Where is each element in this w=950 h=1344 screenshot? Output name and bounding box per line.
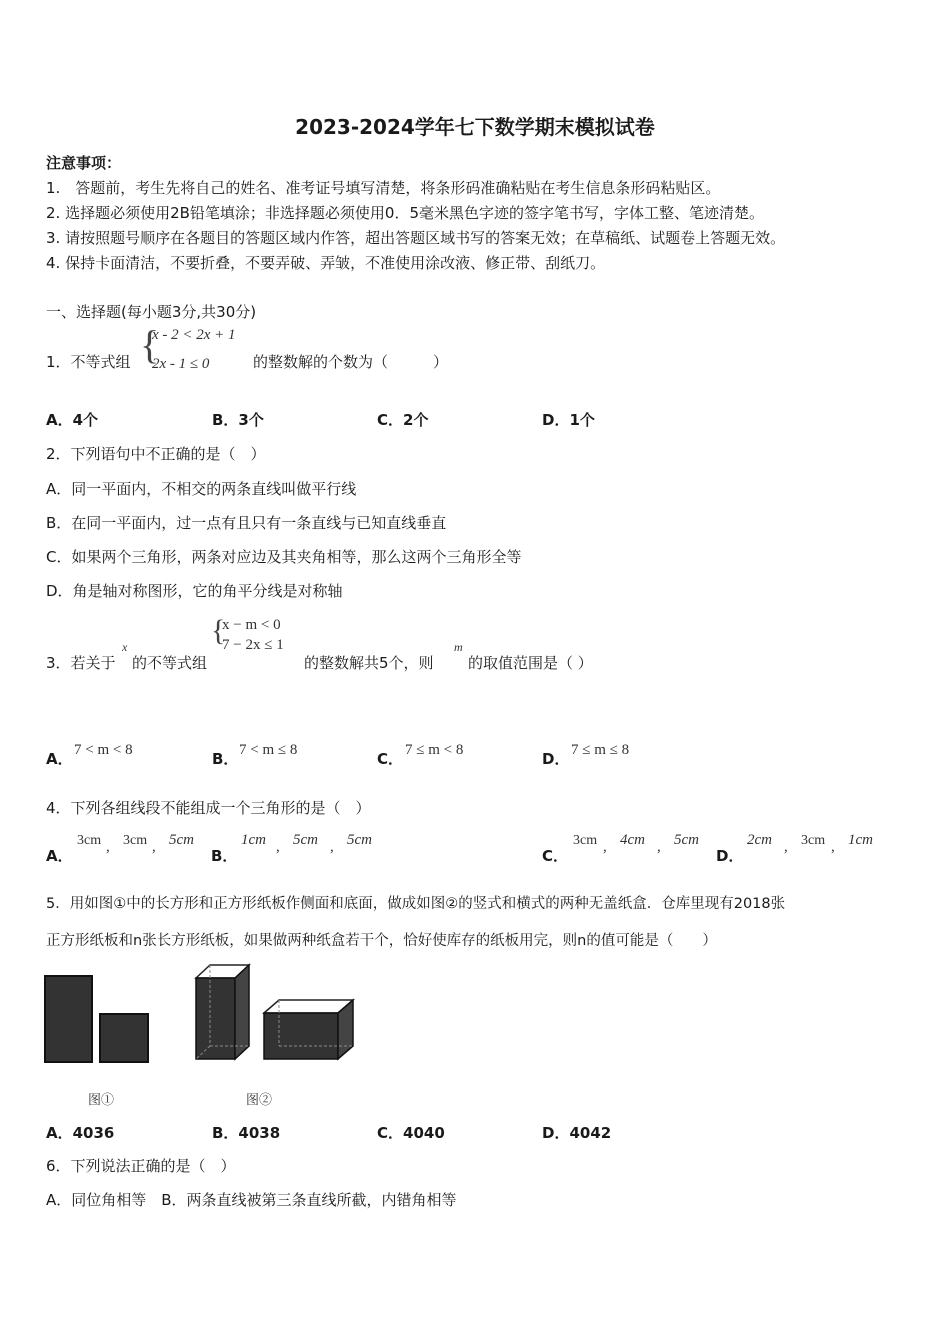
q4-c-2: 4cm — [620, 832, 645, 848]
q4-c-3: 5cm — [674, 832, 699, 848]
q3-var-m: m — [454, 640, 463, 654]
horizontal-box — [264, 1000, 353, 1059]
q3-var-x: x — [122, 640, 128, 654]
q3-option-d[interactable]: 7 ≤ m ≤ 8 — [571, 742, 630, 758]
q4-a-1: 3cm — [77, 833, 102, 848]
q3-label-d[interactable]: D． — [542, 750, 570, 768]
notice-item-2: 2. 选择题必须使用2B铅笔填涂；非选择题必须使用0．5毫米黑色字迹的签字笔书写，字体工整、笔迹清楚。 — [46, 204, 765, 222]
q1-brace: { — [140, 322, 160, 367]
q2-option-d[interactable]: D．角是轴对称图形，它的角平分线是对称轴 — [46, 582, 343, 600]
q4-b-sep1: , — [276, 839, 280, 855]
q4-d-1: 2cm — [747, 832, 772, 848]
q2-option-a[interactable]: A．同一平面内，不相交的两条直线叫做平行线 — [46, 480, 357, 498]
q5-line2: 正方形纸板和n张长方形纸板，如果做两种纸盒若干个，恰好使库存的纸板用完，则n的值可能是（ ） — [46, 933, 717, 949]
q3-label-a[interactable]: A． — [46, 750, 73, 768]
q2-stem: 2．下列语句中不正确的是（ ） — [46, 445, 266, 463]
q4-a-sep2: , — [152, 839, 156, 855]
q3-line1: x − m < 0 — [222, 617, 281, 633]
figure-2-boxes — [193, 962, 355, 1066]
q2-option-c[interactable]: C．如果两个三角形，两条对应边及其夹角相等，那么这两个三角形全等 — [46, 548, 522, 566]
q1-suffix: 的整数解的个数为（ ） — [253, 353, 449, 371]
q5-option-b[interactable]: B．4038 — [212, 1124, 281, 1142]
page-title: 2023-2024学年七下数学期末模拟试卷 — [295, 115, 655, 139]
q4-d-sep1: , — [784, 839, 788, 855]
q4-a-sep1: , — [106, 839, 110, 855]
q3-mid2: 的整数解共5个，则 — [304, 654, 434, 672]
notice-heading: 注意事项： — [46, 154, 122, 172]
q1-prefix: 1．不等式组 — [46, 353, 131, 371]
q3-option-c[interactable]: 7 ≤ m < 8 — [405, 742, 464, 758]
q3-prefix: 3．若关于 — [46, 654, 116, 672]
q3-brace: { — [211, 614, 226, 647]
vertical-box — [196, 965, 249, 1059]
q4-d-sep2: , — [831, 839, 835, 855]
q4-label-c[interactable]: C． — [542, 847, 569, 865]
q4-d-2: 3cm — [801, 833, 826, 848]
q4-label-d[interactable]: D． — [716, 847, 744, 865]
q4-stem: 4．下列各组线段不能组成一个三角形的是（ ） — [46, 799, 371, 817]
q4-c-sep2: , — [657, 839, 661, 855]
q1-option-b[interactable]: B．3个 — [212, 411, 264, 429]
q5-option-c[interactable]: C．4040 — [377, 1124, 445, 1142]
q4-b-1: 1cm — [241, 832, 266, 848]
q1-option-d[interactable]: D．1个 — [542, 411, 595, 429]
rectangle-board — [45, 976, 92, 1062]
section-heading: 一、选择题(每小题3分,共30分) — [46, 303, 257, 321]
figure-1-caption: 图① — [88, 1093, 115, 1108]
q4-label-a[interactable]: A． — [46, 847, 73, 865]
q3-mid1: 的不等式组 — [132, 654, 208, 672]
q3-suffix: 的取值范围是（ ） — [468, 654, 593, 672]
q4-a-2: 3cm — [123, 833, 148, 848]
q3-label-b[interactable]: B． — [212, 750, 239, 768]
q4-label-b[interactable]: B． — [211, 847, 238, 865]
q3-line2: 7 − 2x ≤ 1 — [222, 637, 284, 653]
notice-item-3: 3. 请按照题号顺序在各题目的答题区域内作答，超出答题区域书写的答案无效；在草稿纸、试题卷上答题无效。 — [46, 229, 786, 247]
q4-b-3: 5cm — [347, 832, 372, 848]
notice-item-4: 4. 保持卡面清洁，不要折叠，不要弄破、弄皱，不准使用涂改液、修正带、刮纸刀。 — [46, 254, 606, 272]
q1-option-a[interactable]: A．4个 — [46, 411, 99, 429]
q5-option-d[interactable]: D．4042 — [542, 1124, 612, 1142]
q5-option-a[interactable]: A．4036 — [46, 1124, 115, 1142]
q4-c-sep1: , — [603, 839, 607, 855]
square-board — [100, 1014, 148, 1062]
figure-1-boards — [44, 975, 154, 1065]
q3-option-a[interactable]: 7 < m < 8 — [74, 742, 133, 758]
q3-option-b[interactable]: 7 < m ≤ 8 — [239, 742, 298, 758]
q4-c-1: 3cm — [573, 833, 598, 848]
q5-line1: 5．用如图①中的长方形和正方形纸板作侧面和底面，做成如图②的竖式和横式的两种无盖纸盒．仓库里现有2018张 — [46, 896, 786, 912]
q3-label-c[interactable]: C． — [377, 750, 404, 768]
q6-stem: 6．下列说法正确的是（ ） — [46, 1157, 236, 1175]
figure-2-caption: 图② — [246, 1093, 273, 1108]
q1-line1: x - 2 < 2x + 1 — [152, 327, 236, 343]
q2-option-b[interactable]: B．在同一平面内，过一点有且只有一条直线与已知直线垂直 — [46, 514, 447, 532]
q4-b-2: 5cm — [293, 832, 318, 848]
q4-a-3: 5cm — [169, 832, 194, 848]
q1-option-c[interactable]: C．2个 — [377, 411, 429, 429]
q4-b-sep2: , — [330, 839, 334, 855]
notice-item-1: 1. 答题前，考生先将自己的姓名、准考证号填写清楚，将条形码准确粘贴在考生信息条形码粘贴区。 — [46, 179, 721, 197]
q4-d-3: 1cm — [848, 832, 873, 848]
q1-line2: 2x - 1 ≤ 0 — [152, 356, 210, 372]
q6-options[interactable]: A．同位角相等 B．两条直线被第三条直线所截，内错角相等 — [46, 1191, 457, 1209]
